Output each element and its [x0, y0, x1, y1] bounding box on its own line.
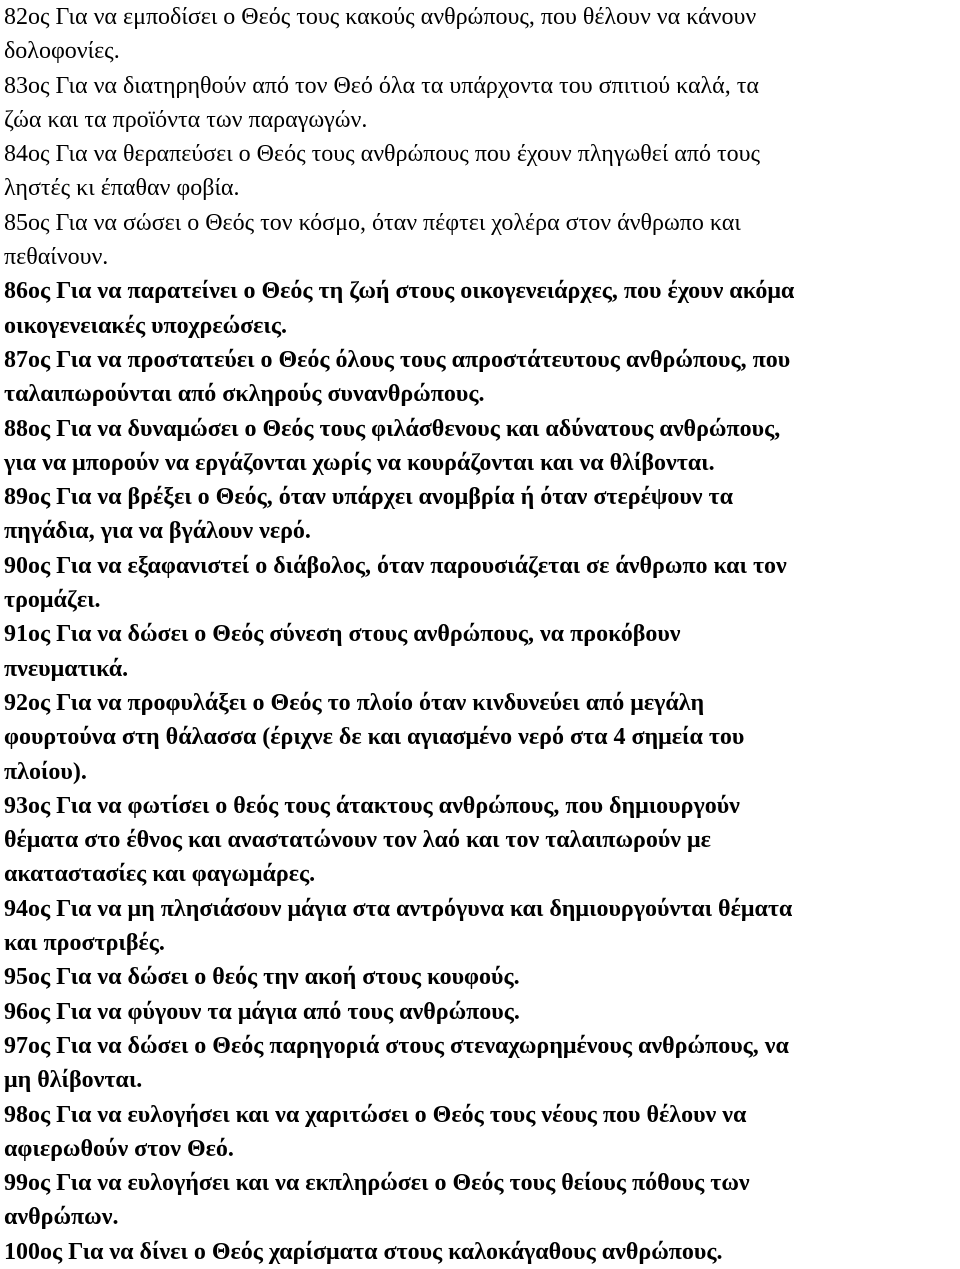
line-06: ληστές κι έπαθαν φοβία.: [4, 175, 240, 202]
line-33: 98ος Για να ευλογήσει και να χαριτώσει ο Θεός τους νέους που θέλουν να: [4, 1101, 747, 1128]
line-01: 82ος Για να εμποδίσει ο Θεός τους κακούς ανθρώπους, που θέλουν να κάνουν: [4, 4, 757, 30]
line-20: πνευματικά.: [4, 655, 129, 682]
line-21: 92ος Για να προφυλάξει ο Θεός το πλοίο όταν κινδυνεύει από μεγάλη: [4, 689, 705, 716]
line-11: 87ος Για να προστατεύει ο Θεός όλους τους απροστάτευτους ανθρώπους, που: [4, 346, 791, 373]
line-37: 100ος Για να δίνει ο Θεός χαρίσματα στους καλοκάγαθους ανθρώπους.: [4, 1238, 723, 1265]
line-36: ανθρώπων.: [4, 1204, 119, 1231]
line-35: 99ος Για να ευλογήσει και να εκπληρώσει ο Θεός τους θείους πόθους των: [4, 1170, 750, 1197]
line-27: 94ος Για να μη πλησιάσουν μάγια στα αντρόγυνα και δημιουργούνται θέματα: [4, 895, 793, 922]
line-31: 97ος Για να δώσει ο Θεός παρηγοριά στους στεναχωρημένους ανθρώπους, να: [4, 1032, 789, 1059]
line-19: 91ος Για να δώσει ο Θεός σύνεση στους ανθρώπους, να προκόβουν: [4, 621, 681, 648]
line-15: 89ος Για να βρέξει ο Θεός, όταν υπάρχει ανομβρία ή όταν στερέψουν τα: [4, 484, 733, 511]
line-02: δολοφονίες.: [4, 38, 120, 65]
line-04: ζώα και τα προϊόντα των παραγωγών.: [4, 106, 368, 133]
line-17: 90ος Για να εξαφανιστεί ο διάβολος, όταν παρουσιάζεται σε άνθρωπο και τον: [4, 552, 787, 579]
line-23: πλοίου).: [4, 758, 87, 785]
line-28: και προστριβές.: [4, 930, 165, 957]
line-25: θέματα στο έθνος και αναστατώνουν τον λαό και τον ταλαιπωρούν με: [4, 827, 711, 854]
line-03: 83ος Για να διατηρηθούν από τον Θεό όλα τα υπάρχοντα του σπιτιού καλά, τα: [4, 72, 759, 99]
line-32: μη θλίβονται.: [4, 1067, 143, 1094]
prayer-list: [4, 0, 960, 1269]
line-10: οικογενειακές υποχρεώσεις.: [4, 312, 287, 339]
line-26: ακαταστασίες και φαγωμάρες.: [4, 861, 316, 888]
line-05: 84ος Για να θεραπεύσει ο Θεός τους ανθρώπους που έχουν πληγωθεί από τους: [4, 141, 760, 168]
line-30: 96ος Για να φύγουν τα μάγια από τους ανθρώπους.: [4, 998, 520, 1025]
line-14: για να μπορούν να εργάζονται χωρίς να κουράζονται και να θλίβονται.: [4, 449, 715, 476]
line-08: πεθαίνουν.: [4, 244, 109, 271]
line-18: τρομάζει.: [4, 587, 101, 614]
line-16: πηγάδια, για να βγάλουν νερό.: [4, 518, 311, 545]
line-34: αφιερωθούν στον Θεό.: [4, 1135, 234, 1162]
line-07: 85ος Για να σώσει ο Θεός τον κόσμο, όταν πέφτει χολέρα στον άνθρωπο και: [4, 209, 741, 236]
line-29: 95ος Για να δώσει ο θεός την ακοή στους κουφούς.: [4, 964, 520, 991]
line-22: φουρτούνα στη θάλασσα (έριχνε δε και αγιασμένο νερό στα 4 σημεία του: [4, 724, 745, 751]
line-09: 86ος Για να παρατείνει ο Θεός τη ζωή στους οικογενειάρχες, που έχουν ακόμα: [4, 278, 795, 305]
line-12: ταλαιπωρούνται από σκληρούς συνανθρώπους.: [4, 381, 485, 408]
line-13: 88ος Για να δυναμώσει ο Θεός τους φιλάσθενους και αδύνατους ανθρώπους,: [4, 415, 781, 442]
line-24: 93ος Για να φωτίσει ο θεός τους άτακτους ανθρώπους, που δημιουργούν: [4, 792, 740, 819]
